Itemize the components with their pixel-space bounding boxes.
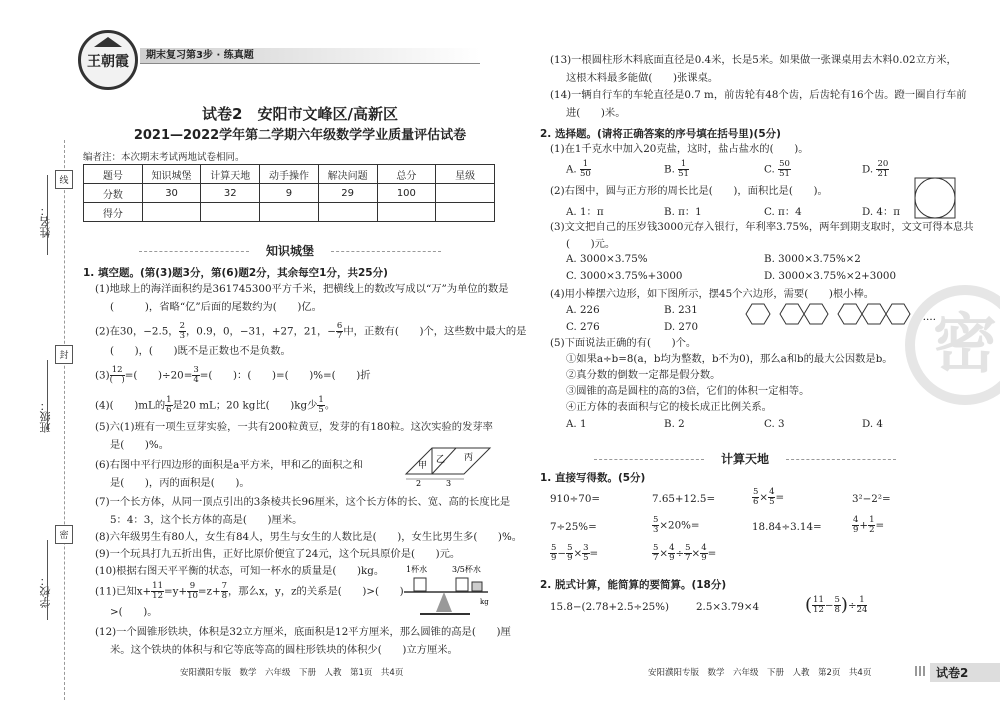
- editor-note: 编者注：本次期末考试两地试卷相同。: [83, 152, 245, 163]
- table-cell: 题号: [84, 165, 143, 184]
- calc-2-item-3: ( $\frac{11}{12}$ − $\frac{5}{8}$ )÷ $\frac{1}{24}$: [805, 594, 868, 616]
- score-input-cell[interactable]: [201, 203, 260, 222]
- q1-7-line2: 5：4：3，这个长方体的高是( )厘米。: [110, 514, 303, 526]
- hexagon-shape: [862, 304, 886, 324]
- q1-13-line1: (13)一根圆柱形木料底面直径是0.4米，长是5米。如果做一张课桌用去木料0.02立方米，: [550, 54, 957, 66]
- q1-1-line2: ( )，省略“亿”后面的尾数约为( )亿。: [110, 301, 322, 313]
- q1-8: (8)六年级男生有80人，女生有84人，男生与女生的人数比是( )，女生比男生多( )%。: [95, 531, 523, 543]
- fraction: $\frac{9}{10}$: [187, 581, 198, 601]
- q-text: (2)在30，−2.5，: [95, 325, 179, 338]
- choice-q5-option-a[interactable]: A. 1: [566, 418, 587, 430]
- region-jia: 甲: [418, 461, 428, 471]
- grid-dots-icon: [915, 666, 925, 676]
- region-yi: 乙: [436, 455, 446, 465]
- q1-5-line2: 是( )%。: [110, 439, 170, 451]
- weight-kg-label: kg: [480, 598, 489, 606]
- calc-item: $\frac{5}{9}$ − $\frac{5}{9}$ × $\frac{3}{5}$ =: [551, 543, 599, 563]
- cup-label-1: 1杯水: [406, 565, 428, 574]
- choice-q2-option-b[interactable]: B. π：1: [664, 206, 702, 218]
- score-input-cell[interactable]: [260, 203, 319, 222]
- calc-1-heading: 1. 直接写得数。(5分): [540, 472, 646, 484]
- table-cell: 分数: [84, 184, 143, 203]
- choice-q4-option-b[interactable]: B. 231: [664, 304, 698, 316]
- choice-q3-option-c[interactable]: C. 3000×3.75%+3000: [566, 270, 683, 282]
- table-cell: 30: [142, 184, 201, 203]
- class-label: 班级：: [39, 400, 52, 433]
- region-bing: 丙: [464, 453, 474, 463]
- choice-q5-option-b[interactable]: B. 2: [664, 418, 685, 430]
- calc-2-heading: 2. 脱式计算，能简算的要简算。(18分): [540, 579, 727, 591]
- q1-3: [95, 366, 371, 385]
- table-cell: 9: [260, 184, 319, 203]
- paper-title: 试卷2 安阳市文峰区/高新区: [202, 105, 398, 123]
- fraction: $\frac{1}{6}$: [166, 395, 172, 415]
- table-cell: 知识城堡: [142, 165, 201, 184]
- name-label: 姓名：: [39, 205, 52, 238]
- table-row: [84, 203, 495, 222]
- circle-in-square-figure: [913, 176, 957, 220]
- q-text: 。: [324, 399, 336, 412]
- question-2-heading: 2. 选择题。(请将正确答案的序号填在括号里)(5分): [540, 128, 781, 140]
- paper-subtitle: 2021—2022学年第二学期六年级数学学业质量评估试卷: [133, 128, 467, 143]
- fraction: $\frac{12}{( )}$: [109, 365, 125, 385]
- calc-item: 18.84÷3.14=: [752, 521, 822, 533]
- fraction: $\frac{3}{4}$: [193, 365, 199, 385]
- choice-q4-option-d[interactable]: D. 270: [664, 321, 699, 333]
- score-input-cell[interactable]: [377, 203, 436, 222]
- hexagon-shape: [838, 304, 862, 324]
- calc-2-item-2: 2.5×3.79×4: [696, 601, 760, 613]
- calc-item: $\frac{4}{9}$ + $\frac{1}{2}$ =: [853, 515, 885, 535]
- q1-9: (9)一个玩具打九五折出售，正好比原价便宜了24元，这个玩具原价是( )元。: [95, 548, 461, 560]
- choice-q5-item-2: ②真分数的倒数一定都是假分数。: [566, 369, 721, 381]
- balance-scale-figure: [400, 562, 495, 620]
- logo-crown-icon: [94, 37, 122, 47]
- page-tag: 试卷2: [930, 663, 1000, 682]
- q1-1-line1: (1)地球上的海洋面积约是361745300平方千米，把横线上的数改写成以“万”为单位的数是: [95, 283, 509, 295]
- header-tagline: 期末复习第3步 · 练真题: [146, 50, 254, 61]
- hexagon-shape: [746, 304, 770, 324]
- choice-q5-option-c[interactable]: C. 3: [764, 418, 785, 430]
- q1-6-line1: (6)右图中平行四边形的面积是a平方米，甲和乙的面积之和: [95, 459, 363, 471]
- score-table: [83, 164, 495, 222]
- fraction: $\frac{2}{3}$: [179, 321, 186, 341]
- class-underline: [47, 360, 48, 430]
- choice-q3-option-b[interactable]: B. 3000×3.75%×2: [764, 253, 861, 265]
- q-text: =z+: [197, 585, 221, 598]
- choice-q3-option-d[interactable]: D. 3000×3.75%×2+3000: [764, 270, 896, 282]
- q1-11-line1: [95, 582, 404, 601]
- section-ribbon-calculation: 计算天地: [710, 450, 780, 467]
- q-text: 是20 mL；20 kg比( )kg少: [172, 399, 318, 412]
- calc-item: 3²−2²=: [852, 493, 891, 505]
- name-underline: [47, 175, 48, 255]
- stamp-line: 线: [55, 170, 73, 189]
- right-footer: 安阳濮阳专版 数学 六年级 下册 人教 第2页 共4页: [648, 668, 872, 678]
- hexagon-shape: [886, 304, 910, 324]
- q-text: (11)已知x+: [95, 585, 152, 598]
- q1-2-line1: [95, 322, 526, 341]
- table-cell: 32: [201, 184, 260, 203]
- table-cell: 29: [318, 184, 377, 203]
- cup-icon: [414, 578, 426, 591]
- q1-2-line2: ( )，( )既不是正数也不是负数。: [110, 345, 291, 357]
- score-input-cell[interactable]: [436, 203, 495, 222]
- choice-q3-line2: ( )元。: [566, 238, 616, 250]
- q1-13-line2: 这根木料最多能做( )张课桌。: [566, 72, 719, 84]
- question-1-heading: 1. 填空题。(第(3)题3分，第(6)题2分，其余每空1分，共25分): [83, 267, 388, 279]
- table-cell: 解决问题: [318, 165, 377, 184]
- q-text: 中，正数有( )个，这些数中最大的是: [343, 325, 527, 338]
- choice-q2: (2)右图中，圆与正方形的周长比是( )，面积比是( )。: [550, 185, 828, 197]
- choice-q1: (1)在1千克水中加入20克盐，这时，盐占盐水的( )。: [550, 143, 809, 155]
- choice-q5-option-d[interactable]: D. 4: [862, 418, 883, 430]
- q-text: =y+: [164, 585, 188, 598]
- left-footer: 安阳濮阳专版 数学 六年级 下册 人教 第1页 共4页: [180, 668, 404, 678]
- q1-12-line2: 米。这个铁块的体积与和它等底等高的圆柱形铁块的体积少( )立方厘米。: [110, 644, 458, 656]
- q-text: (3): [95, 369, 110, 382]
- q-text: ，那么x，y，z的关系是( )>( ): [228, 585, 404, 598]
- q1-14-line1: (14)一辆自行车的车轮直径是0.7 m，前齿轮有48个齿，后齿轮有16个齿。蹬一圈自行车前: [550, 89, 967, 101]
- q-text: ，0.9，0，−31，+27，21，−: [186, 325, 336, 338]
- parallelogram-figure: [398, 444, 493, 490]
- table-cell: 计算天地: [201, 165, 260, 184]
- stamp-secret: 密: [55, 525, 73, 544]
- choice-q3-line1: (3)文文把自己的压岁钱3000元存入银行，年利率3.75%，两年到期支取时，文文可得本息共: [550, 221, 974, 233]
- choice-q1-option-c[interactable]: C. $\frac{50}{51}$: [764, 159, 790, 179]
- binding-line: [64, 140, 65, 700]
- q-text: (4)( )mL的: [95, 399, 166, 412]
- calc-item: 7÷25%=: [550, 521, 597, 533]
- score-input-cell[interactable]: [142, 203, 201, 222]
- choice-q1-option-b[interactable]: B. $\frac{1}{51}$: [664, 159, 689, 179]
- table-row: [84, 165, 495, 184]
- cup-label-2: 3/5杯水: [452, 565, 481, 574]
- choice-q5-item-3: ③圆锥的高是圆柱的高的3倍，它们的体积一定相等。: [566, 385, 810, 397]
- weight-icon: [472, 582, 482, 591]
- fraction: $\frac{11}{12}$: [152, 581, 163, 601]
- stamp-seal: 封: [55, 345, 73, 364]
- calc-2-item-1: 15.8−(2.78+2.5÷25%): [550, 601, 670, 613]
- q-text: =( )÷20=: [124, 369, 193, 382]
- fulcrum: [436, 592, 452, 612]
- q1-10: (10)根据右图天平平衡的状态，可知一杯水的质量是( )kg。: [95, 565, 385, 577]
- table-cell: 星级: [436, 165, 495, 184]
- calc-item: $\frac{5}{7}$ × $\frac{4}{9}$ ÷ $\frac{5}{7}$ × $\frac{4}{9}$ =: [653, 543, 717, 563]
- choice-q2-option-a[interactable]: A. 1：π: [566, 206, 604, 218]
- dimension-2: 2: [416, 479, 422, 488]
- calc-item: $\frac{5}{6}$ × $\frac{4}{5}$ =: [753, 487, 785, 507]
- q-text: =( )：( )=( )%=( )折: [199, 369, 371, 382]
- table-cell: [436, 184, 495, 203]
- q1-11-line2: >( )。: [110, 606, 158, 618]
- q1-12-line1: (12)一个圆锥形铁块，体积是32立方厘米，底面积是12平方厘米，那么圆锥的高是( )厘: [95, 626, 511, 638]
- choice-q3-option-a[interactable]: A. 3000×3.75%: [566, 253, 648, 265]
- q1-6-line2: 是( )，丙的面积是( )。: [110, 477, 250, 489]
- choice-q4: (4)用小棒摆六边形，如下图所示，摆45个六边形，需要( )根小棒。: [550, 288, 875, 300]
- table-cell: 得分: [84, 203, 143, 222]
- school-label: 学校：: [39, 575, 52, 608]
- hexagon-shape: [780, 304, 804, 324]
- q1-5-line1: (5)六(1)班有一项生豆芽实验，一共有200粒黄豆，发芽的有180粒。这次实验的发芽率: [95, 421, 493, 433]
- logo-text: 王朝霞: [87, 54, 129, 70]
- choice-q4-option-c[interactable]: C. 276: [566, 321, 600, 333]
- choice-q2-option-c[interactable]: C. π：4: [764, 206, 802, 218]
- hexagon-shape: [804, 304, 828, 324]
- q1-7-line1: (7)一个长方体，从同一顶点引出的3条棱共长96厘米，这个长方体的长、宽、高的长度比是: [95, 496, 511, 508]
- calc-item: 7.65+12.5=: [652, 493, 716, 505]
- dimension-3: 3: [446, 479, 452, 488]
- ellipsis: ……: [916, 312, 936, 323]
- choice-q5-item-1: ①如果a÷b=8(a，b均为整数，b不为0)，那么a和b的最大公因数是b。: [566, 353, 893, 365]
- fraction: $\frac{6}{7}$: [336, 321, 343, 341]
- q1-4: [95, 396, 335, 415]
- fraction: $\frac{1}{5}$: [318, 395, 324, 415]
- school-underline: [47, 540, 48, 620]
- choice-q5-item-4: ④正方体的表面积与它的棱长成正比例关系。: [566, 401, 772, 413]
- q1-14-line2: 进( )米。: [566, 107, 626, 119]
- choice-q2-option-d[interactable]: D. 4：π: [862, 206, 901, 218]
- choice-q1-option-d[interactable]: D. $\frac{20}{21}$: [862, 159, 889, 179]
- section-ribbon-knowledge: 知识城堡: [255, 242, 325, 259]
- watermark-seal: 密: [905, 285, 1000, 405]
- score-input-cell[interactable]: [318, 203, 377, 222]
- calc-item: $\frac{5}{3}$ ×20%=: [653, 515, 700, 535]
- choice-q5: (5)下面说法正确的有( )个。: [550, 337, 697, 349]
- table-cell: 动手操作: [260, 165, 319, 184]
- cup-icon: [456, 578, 468, 591]
- table-cell: 100: [377, 184, 436, 203]
- circle-shape: [915, 178, 955, 218]
- choice-q4-option-a[interactable]: A. 226: [566, 304, 600, 316]
- calc-item: 910÷70=: [550, 493, 601, 505]
- table-row: [84, 184, 495, 203]
- logo: [78, 30, 138, 90]
- choice-q1-option-a[interactable]: A. $\frac{1}{50}$: [566, 159, 591, 179]
- fraction: $\frac{7}{8}$: [221, 581, 228, 601]
- table-cell: 总分: [377, 165, 436, 184]
